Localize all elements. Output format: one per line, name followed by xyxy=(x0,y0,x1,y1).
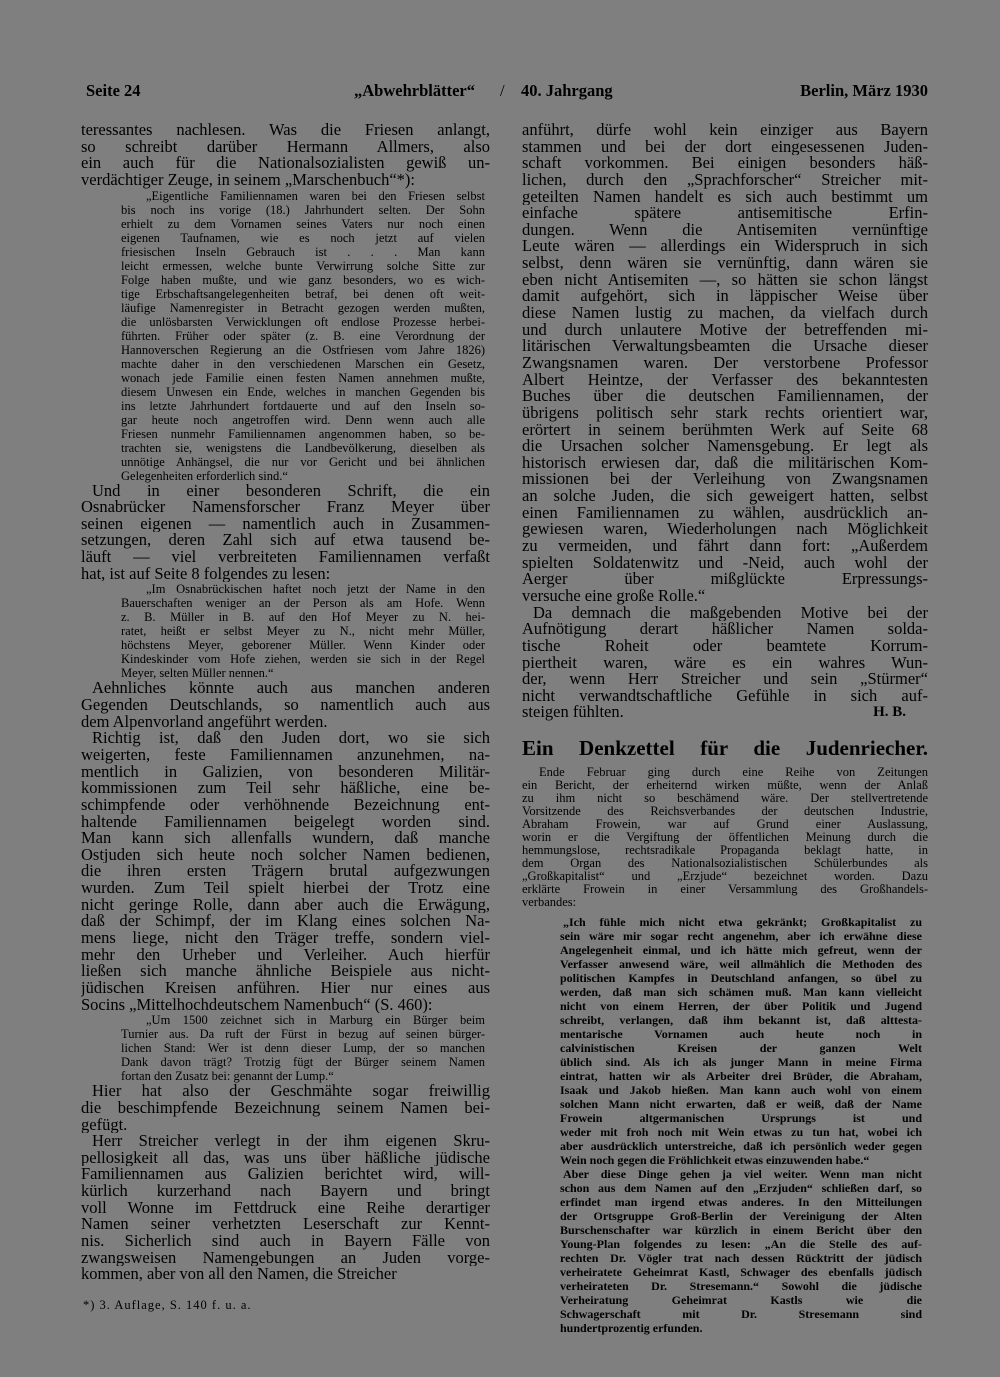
text-line: mentlich in Galizien, von besonderen Militär- xyxy=(81,763,490,781)
text-line: eintrat, hatten wir als Arbeiter drei Brüder, die Abraham, xyxy=(560,1069,922,1084)
text-line: so schreibt darüber Hermann Allmers, also xyxy=(81,138,490,156)
text-line: eben nicht Antisemiten —, so hätten sie schon längst xyxy=(522,271,928,289)
text-line: kommissionen zum Teil sehr häßliche, eine be- xyxy=(81,780,490,797)
text-line: Man kann sich allenfalls wundern, daß manche xyxy=(81,830,490,847)
text-line: ratet, heißt er selbst Meyer zu N., nicht mehr Müller, xyxy=(121,624,485,639)
text-line: zwangsweisen Namengebungen an Juden vorge- xyxy=(81,1249,490,1267)
text-line: Albert Heintze, der Verfasser des bekanntesten xyxy=(522,371,928,389)
text-line: übrigens politisch sehr stark rechts orientiert war, xyxy=(522,404,928,422)
text-line: „Ich fühle mich nicht etwa gekränkt; Großkapitalist zu xyxy=(563,915,922,930)
text-line: eigenen Taufnamen, wie es noch jetzt auf vielen xyxy=(121,230,485,245)
text-line: an solche Juden, die sich geweigert hatten, selbst xyxy=(522,488,928,505)
text-line: mehr den Urheber und Verleiher. Auch hierfür xyxy=(81,946,490,964)
text-line: seinen eigenen — namentlich auch in Zusammen- xyxy=(81,515,490,533)
text-line: schon aus dem Namen auf den „Erzjuden“ schließen darf, so xyxy=(560,1181,922,1196)
text-line: haltende Familiennamen beigelegt worden sind. xyxy=(81,813,490,831)
article-body xyxy=(522,766,928,1335)
text-line: verbandes: xyxy=(522,896,577,910)
text-line: verheirateten Dr. Stresemann.“ Sowohl die jüdische xyxy=(560,1279,922,1294)
paragraph xyxy=(522,766,928,909)
text-line: leicht ermessen, welche bunte Verwirrung solche Sitte zur xyxy=(121,258,485,273)
text-line: nicht von einem Herren, der über Politik und Jugend xyxy=(560,999,922,1014)
text-line: aber ausdrücklich unterstreiche, daß ich persönlich weder gegen xyxy=(560,1139,922,1154)
paragraph xyxy=(560,915,922,1167)
volume-number: 40. Jahrgang xyxy=(521,81,613,100)
text-line: verheiratete Geheimrat Kastl, Schwager des ebenfalls jüdisch xyxy=(560,1265,922,1280)
paragraph xyxy=(560,1167,922,1335)
text-line: dungen. Wenn die Antisemiten vernünftige xyxy=(522,221,928,239)
lead-block xyxy=(522,766,928,909)
paragraph xyxy=(81,483,490,583)
text-line: die unlösbarsten Verwicklungen oft endlose Prozesse herbei- xyxy=(121,314,485,329)
text-line: worin er die Vergiftung der öffentlichen Meinung durch die xyxy=(522,831,928,845)
text-line: daß der Schimpf, der im Klang eines solchen Na- xyxy=(81,913,490,931)
text-line: Frowein altgermanischen Ursprungs ist und xyxy=(560,1111,922,1126)
quote-block xyxy=(81,582,490,680)
text-line: zu vermeiden, und fährt dann fort: „Außerdem xyxy=(522,538,928,555)
text-line: Turnier aus. Da ruft der Fürst in bezug auf seinen bürger- xyxy=(121,1027,485,1042)
text-line: einfache spätere antisemitische Erfin- xyxy=(522,205,928,222)
paragraph xyxy=(121,189,485,483)
text-line: versuche eine große Rolle.“ xyxy=(522,587,706,605)
text-line: die beschimpfende Bezeichnung seinem Namen bei- xyxy=(81,1099,490,1117)
text-line: dem Alpenvorland angeführt werden. xyxy=(81,713,328,731)
text-line: nis. Sicherlich sind auch in Bayern Fälle von xyxy=(81,1232,490,1250)
text-line: steigen fühlten. xyxy=(522,704,624,722)
text-line: nicht verwandtschaftliche Gefühle in sich auf- xyxy=(522,687,928,705)
text-line: läuft — viel verbreiteten Familiennamen verfaßt xyxy=(81,549,490,566)
text-line: selbst, denn wären sie vernünftig, dann wären sie xyxy=(522,255,928,272)
text-line: machte daher in den verschiedenen Marschen ein Gesetz, xyxy=(121,356,485,371)
text-line: Buches über die deutschen Familiennamen, der xyxy=(522,388,928,405)
text-line: Aber diese Dinge gehen ja viel weiter. Wenn man nicht xyxy=(563,1167,922,1182)
text-line: gefügt. xyxy=(81,1116,128,1134)
quote-block xyxy=(81,189,490,483)
text-line: Wein noch gegen die Fröhlichkeit etwas einzuwenden habe.“ xyxy=(560,1153,870,1168)
text-line: schreibt, verlangen, daß ihm bekannt ist, daß alttesta- xyxy=(560,1013,922,1028)
quote-block xyxy=(81,1013,490,1083)
paragraph xyxy=(522,122,928,605)
text-line: Schwagerschaft mit Dr. Stresemann sind xyxy=(560,1307,922,1322)
text-line: schimpfende oder verhöhnende Bezeichnung ent- xyxy=(81,796,490,814)
text-line: Da demnach die maßgebenden Motive bei der xyxy=(533,604,928,622)
left-column xyxy=(81,122,490,1283)
text-line: Ende Februar ging durch eine Reihe von Zeitungen xyxy=(539,766,928,780)
text-line: stammen und bei der dort eingesessenen Juden- xyxy=(522,138,928,156)
text-line: Dank davon trägt? Trotzig fügt der Bürger seinem Namen xyxy=(121,1055,485,1070)
text-line: Herr Streicher verlegt in der ihm eigenen Skru- xyxy=(92,1133,490,1150)
text-line: ins letzte Jahrhundert fortdauerte und auf den Inseln so- xyxy=(121,398,485,413)
paragraph xyxy=(81,1083,490,1133)
text-line: Isaak und Jakob hießen. Man kann auch wohl von einem xyxy=(560,1083,922,1098)
text-line: weder mit froh noch mit Wein etwas zu tun hat, wobei ich xyxy=(560,1125,922,1140)
text-line: rechten Dr. Vögler trat nach dessen Rücktritt der jüdisch xyxy=(560,1251,922,1266)
text-line: „Im Osnabrückischen haftet noch jetzt der Name in den xyxy=(146,582,485,597)
text-line: lichen Stand: Wer ist denn dieser Lump, der so manchen xyxy=(121,1041,485,1056)
text-line: erhielt zu dem Vornamen seines Vaters nur noch einen xyxy=(121,216,485,231)
text-line: solchen Mann nicht erwarten, daß er weiß, daß der Name xyxy=(560,1097,922,1112)
text-line: Kindeskinder vom Hofe ziehen, werden sie sich in der Regel xyxy=(121,652,485,667)
text-line: Socins „Mittelhochdeutschem Namenbuch“ (S. 460): xyxy=(81,996,433,1014)
text-line: erklärte Frowein in einer Versammlung des Großhandels- xyxy=(522,883,928,897)
text-line: wonach jede Familie einen festen Namen annehmen mußte, xyxy=(121,370,485,385)
text-line: Angelegenheit einmal, und ich hätte mich gefreut, wenn der xyxy=(560,943,922,958)
body-block xyxy=(522,122,928,721)
text-line: lichen, durch den „Sprachforscher“ Streicher mit- xyxy=(522,171,928,189)
text-line: Zwangsnamen waren. Der verstorbene Professor xyxy=(522,354,928,372)
text-line: führten. Früher oder später (z. B. eine Verordnung der xyxy=(121,328,485,343)
text-line: Hannoverschen Regierung an die Ostfriesen vom Jahre 1826) xyxy=(121,342,485,357)
text-line: Burschenschafter war kürzlich in einem Bericht über den xyxy=(560,1223,922,1238)
footnote: *) 3. Auflage, S. 140 f. u. a. xyxy=(83,1298,252,1312)
paragraph xyxy=(81,730,490,1013)
text-line: schaft vorkommen. Bei einigen besonders häß- xyxy=(522,155,928,172)
text-line: hemmungslose, rechtsradikale Propaganda beklagt hatte, in xyxy=(522,844,928,858)
text-line: politischen Kampfes in Deutschland anfangen, so übel zu xyxy=(560,971,922,986)
text-line: litärischen Verwaltungsbeamten die Ursache dieser xyxy=(522,338,928,355)
page-header xyxy=(0,80,1000,102)
article-continuation xyxy=(522,122,928,721)
text-line: geteilten Namen handelt es sich auch bestimmt um xyxy=(522,188,928,206)
text-line: z. B. Müller in B. auf den Hof Meyer zu N. hei- xyxy=(121,610,485,625)
body-block xyxy=(81,680,490,1013)
text-line: Gelegenheiten erforderlich sind.“ xyxy=(121,468,288,483)
text-line: Verheiratung Geheimrat Kastls wie die xyxy=(560,1293,922,1308)
text-line: höchstens Meyer, geborener Müller. Wenn Kinder oder xyxy=(121,638,485,653)
text-line: Verfasser anwesend wäre, weil allmählich die Methoden des xyxy=(560,957,922,972)
text-line: hat, ist auf Seite 8 folgendes zu lesen: xyxy=(81,565,331,583)
text-line: der Ortsgruppe Groß-Berlin der Vereinigung der Alten xyxy=(560,1209,922,1224)
text-line: tische Roheit oder beamtete Korrum- xyxy=(522,637,928,655)
text-line: erörtert in seinem berühmten Werk auf Seite 68 xyxy=(522,421,928,439)
header-separator: / xyxy=(500,81,505,100)
text-line: piertheit waren, wäre es ein wahres Wun- xyxy=(522,654,928,672)
text-line: missionen bei der Verleihung von Zwangsnamen xyxy=(522,471,928,489)
text-line: verdächtiger Zeuge, in seinem „Marschenbuch“*): xyxy=(81,171,415,189)
text-line: wurden. Zum Teil spielt hierbei der Trotz eine xyxy=(81,880,490,897)
text-line: pellosigkeit all das, was uns über häßliche jüdische xyxy=(81,1149,490,1167)
text-line: mens liege, nicht den Träger treffe, sondern viel- xyxy=(81,930,490,947)
text-line: historisch erwiesen dar, daß die militärischen Kom- xyxy=(522,454,928,472)
text-line: Leute wären — allerdings ein Widerspruch in sich xyxy=(522,238,928,256)
text-line: „Um 1500 zeichnet sich in Marburg ein Bürger beim xyxy=(146,1013,485,1028)
text-line: zu ihm nicht so beschämend wäre. Der stellvertretende xyxy=(522,792,928,806)
text-line: kürlich kurzerhand nach Bayern und bringt xyxy=(81,1183,490,1200)
author-signature: H. B. xyxy=(873,704,906,721)
text-line: jüdischen Kreisen anführen. Hier nur eines aus xyxy=(81,979,490,997)
text-line: Gegenden Deutschlands, so namentlich auch aus xyxy=(81,697,490,714)
text-line: die Ursachen solcher Namensgebung. Er legt als xyxy=(522,438,928,455)
text-line: dem Organ des Nationalsozialistischen Schülerbundes als xyxy=(522,857,928,871)
text-line: anführt, dürfe wohl kein einziger aus Bayern xyxy=(522,122,928,139)
text-line: kommen, aber von all den Namen, die Streicher xyxy=(81,1266,397,1283)
text-line: erfindet man irgend etwas anderes. In den Mitteilungen xyxy=(560,1195,922,1210)
text-line: mentarische Vornamen auch heute noch in xyxy=(560,1027,922,1042)
text-line: „Großkapitalist“ und „Erzjude“ bezeichnet worden. Dazu xyxy=(522,870,928,884)
text-line: calvinistischen Kreisen der ganzen Welt xyxy=(560,1041,922,1056)
text-line: tige Erbschaftsangelegenheiten betraf, bei denen oft weit- xyxy=(121,286,485,301)
text-line: teressantes nachlesen. Was die Friesen anlangt, xyxy=(81,122,490,139)
body-block xyxy=(81,122,490,189)
text-line: spielten Soldatenwitz und -Neid, auch wohl der xyxy=(522,554,928,572)
text-line: gar heute noch angetroffen wird. Denn wenn auch alle xyxy=(121,412,485,427)
text-line: Bauerschaften weniger an der Person als am Hofe. Wenn xyxy=(121,596,485,611)
paragraph xyxy=(81,1133,490,1283)
body-block xyxy=(81,483,490,583)
right-column xyxy=(522,122,928,1335)
journal-title: „Abwehrblätter“ xyxy=(354,81,475,100)
paragraph xyxy=(121,1013,485,1083)
text-line: friesischen Inseln Gebrauch ist . . . Man kann xyxy=(121,244,485,259)
text-line: gewiesen waren, Wiederholungen nach Möglichkeit xyxy=(522,521,928,539)
text-line: einen Familiennamen zu wählen, ausdrücklich an- xyxy=(522,504,928,522)
paragraph xyxy=(121,582,485,680)
text-line: nicht geringe Rolle, dann aber auch die Erwägung, xyxy=(81,896,490,914)
article-headline: Ein Denkzettel für die Judenriecher. xyxy=(522,736,928,761)
body-block xyxy=(81,1083,490,1283)
dateline: Berlin, März 1930 xyxy=(800,81,928,100)
paragraph xyxy=(522,605,928,721)
text-line: sein wäre mir sogar recht angenehm, aber ich erwähne diese xyxy=(560,929,922,944)
paragraph xyxy=(81,680,490,730)
text-line: läufige Namenregister in Betracht gezogen werden mußten, xyxy=(121,300,485,315)
text-line: Friesen nunmehr Familiennamen angenommen haben, so be- xyxy=(121,426,485,441)
quote-bold-block xyxy=(522,915,928,1335)
text-line: diesem Unwesen ein Ende, welches in manchen Gegenden bis xyxy=(121,384,485,399)
text-line: unnötige Anhängsel, die nur vor Gericht und bei ähnlichen xyxy=(121,454,485,469)
text-line: die ihren ersten Trägern brutal aufgezwungen xyxy=(81,863,490,881)
text-line: „Eigentliche Familiennamen waren bei den Friesen selbst xyxy=(146,188,485,203)
text-line: Aerger über mißglückte Erpressungs- xyxy=(522,571,928,588)
text-line: Folge haben mußte, und wie ganz besonders, wo es wich- xyxy=(121,272,485,287)
text-line: damit aufgehört, sich in läppischer Weise über xyxy=(522,288,928,306)
text-line: Abraham Frowein, war auf Grund einer Auslassung, xyxy=(522,818,928,832)
text-line: ein auch für die Nationalsozialisten gewiß un- xyxy=(81,155,490,172)
text-line: Aufnötigung derart häßlicher Namen solda- xyxy=(522,621,928,638)
text-line: Meyer, selten Müller nennen.“ xyxy=(121,666,274,681)
text-line: voll Wonne im Fettdruck eine Reihe derartiger xyxy=(81,1199,490,1217)
text-line: und durch unlautere Motive der betreffenden mi- xyxy=(522,321,928,339)
text-line: Ostjuden sich heute noch solcher Namen bedienen, xyxy=(81,846,490,864)
text-line: üblich sind. Als ich als junger Mann in meine Firma xyxy=(560,1055,922,1070)
text-line: Vorsitzende des Reichsverbandes der deutschen Industrie, xyxy=(522,805,928,819)
text-line: ließen sich manche ähnliche Beispiele aus nicht- xyxy=(81,963,490,980)
page-number: Seite 24 xyxy=(86,81,141,100)
text-line: hundertprozentig erfunden. xyxy=(560,1321,703,1336)
text-line: Familiennamen aus Galizien berichtet wird, will- xyxy=(81,1166,490,1184)
text-line: Osnabrücker Namensforscher Franz Meyer über xyxy=(81,499,490,516)
text-line: werden, daß man sich schämen muß. Man kann vielleicht xyxy=(560,985,922,1000)
text-line: Und in einer besonderen Schrift, die ein xyxy=(92,482,490,500)
text-line: Hier hat also der Geschmähte sogar freiwillig xyxy=(92,1083,490,1100)
text-line: setzungen, deren Zahl sich auf etwa tausend be- xyxy=(81,532,490,550)
text-line: trachten sie, wenigstens die Landbevölkerung, dieselben als xyxy=(121,440,485,455)
text-line: Aehnliches könnte auch aus manchen anderen xyxy=(92,680,490,698)
text-line: weigerten, feste Familiennamen anzunehmen, na- xyxy=(81,746,490,764)
text-line: fortan den Zusatz bei: genannt der Lump.“ xyxy=(121,1069,334,1084)
paragraph xyxy=(81,122,490,189)
text-line: bis noch ins vorige (18.) Jahrhundert selten. Der Sohn xyxy=(121,202,485,217)
text-line: der, wenn Herr Streicher und sein „Stürmer“ xyxy=(522,671,928,688)
text-line: diese Namen lustig zu machen, da vielfach durch xyxy=(522,305,928,322)
text-line: Richtig ist, daß den Juden dort, wo sie sich xyxy=(92,730,490,747)
text-line: Namen seiner verhetzten Leserschaft zur Kennt- xyxy=(81,1216,490,1233)
text-line: Young-Plan folgendes zu lesen: „An die Stelle des auf- xyxy=(560,1237,922,1252)
text-line: ein Bericht, der erheiternd wirken müßte, wenn der Anlaß xyxy=(522,779,928,793)
